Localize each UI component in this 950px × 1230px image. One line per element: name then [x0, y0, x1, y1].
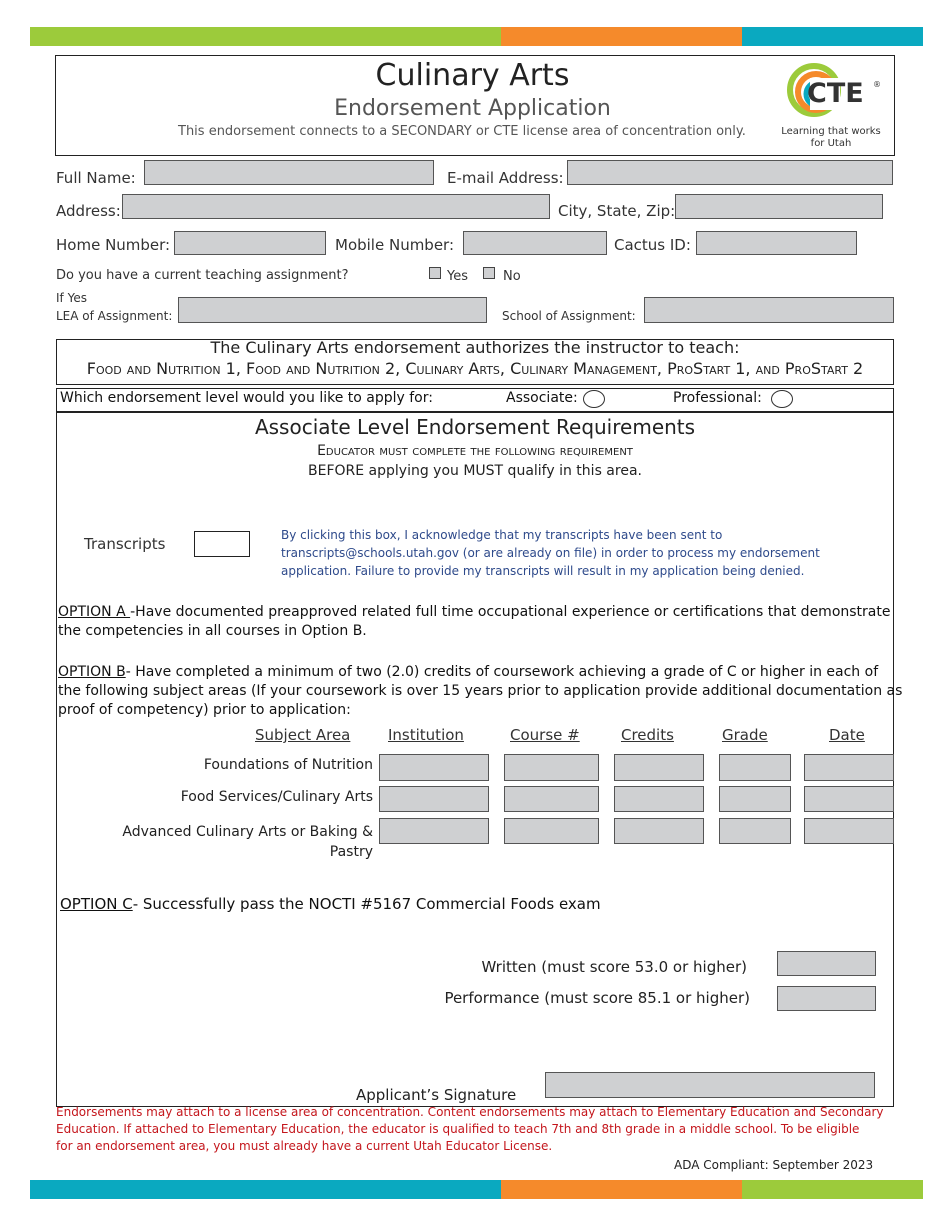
transcripts-note-1: By clicking this box, I acknowledge that my transcripts have been sent to	[281, 528, 723, 542]
option-c-label: OPTION C	[60, 895, 133, 913]
cte-logo-text: CTE	[807, 78, 864, 109]
foundations-credits-field[interactable]	[614, 754, 704, 781]
option-a-label: OPTION A	[58, 604, 131, 620]
subject-advanced-line2: Pastry	[329, 844, 373, 860]
foundations-course-field[interactable]	[504, 754, 599, 781]
foundations-institution-field[interactable]	[379, 754, 489, 781]
associate-label: Associate:	[506, 390, 578, 406]
transcripts-note	[281, 526, 820, 580]
food-services-course-field[interactable]	[504, 786, 599, 812]
col-course-number: Course #	[510, 726, 580, 744]
signature-label: Applicant’s Signature	[356, 1086, 517, 1104]
performance-score-field[interactable]	[777, 986, 876, 1011]
mobile-number-label: Mobile Number:	[335, 236, 455, 254]
transcripts-checkbox[interactable]	[194, 531, 250, 557]
requirements-sub1: Educator must complete the following requirement	[317, 443, 633, 459]
transcripts-label: Transcripts	[84, 535, 166, 553]
performance-label: Performance (must score 85.1 or higher)	[444, 989, 750, 1007]
form-title: Culinary Arts	[375, 58, 570, 93]
footer-note-1: Endorsements may attach to a license area of concentration. Content endorsements may attach to Elementary Education and Secondary	[56, 1105, 884, 1119]
foundations-grade-field[interactable]	[719, 754, 791, 781]
professional-radio[interactable]	[771, 390, 793, 408]
registered-mark: ®	[873, 80, 881, 89]
option-c	[60, 895, 601, 913]
subject-advanced-line1: Advanced Culinary Arts or Baking &	[122, 824, 373, 840]
requirements-sub2: BEFORE applying you MUST qualify in this area.	[308, 463, 642, 479]
ada-compliance: ADA Compliant: September 2023	[674, 1158, 874, 1172]
option-b-text-2: the following subject areas (If your coursework is over 15 years prior to application provide additional documentation as	[58, 683, 903, 699]
address-label: Address:	[56, 202, 121, 220]
option-a	[58, 603, 890, 641]
form-subtitle: Endorsement Application	[334, 96, 611, 121]
advanced-course-field[interactable]	[504, 818, 599, 844]
col-grade: Grade	[722, 726, 768, 744]
yes-label: Yes	[447, 269, 468, 284]
food-services-credits-field[interactable]	[614, 786, 704, 812]
advanced-grade-field[interactable]	[719, 818, 791, 844]
option-a-text-2: the competencies in all courses in Option B.	[58, 623, 367, 639]
bottom-color-bar	[30, 1180, 923, 1199]
col-date: Date	[829, 726, 865, 744]
teaching-question: Do you have a current teaching assignment?	[56, 268, 349, 283]
footer-note-3: for an endorsement area, you must already have a current Utah Educator License.	[56, 1139, 553, 1153]
lea-field[interactable]	[178, 297, 487, 323]
lea-label: LEA of Assignment:	[56, 309, 173, 323]
foundations-date-field[interactable]	[804, 754, 894, 781]
col-credits: Credits	[621, 726, 674, 744]
home-number-field[interactable]	[174, 231, 326, 255]
cactus-id-field[interactable]	[696, 231, 857, 255]
col-institution: Institution	[388, 726, 464, 744]
top-color-bar	[30, 27, 923, 46]
advanced-credits-field[interactable]	[614, 818, 704, 844]
written-score-field[interactable]	[777, 951, 876, 976]
option-b	[58, 663, 902, 720]
advanced-institution-field[interactable]	[379, 818, 489, 844]
cte-tagline-1: Learning that works	[781, 126, 881, 137]
home-number-label: Home Number:	[56, 236, 171, 254]
cte-tagline-2: for Utah	[810, 138, 852, 149]
email-label: E-mail Address:	[447, 169, 564, 187]
footer-note	[56, 1104, 884, 1155]
license-note: This endorsement connects to a SECONDARY or CTE license area of concentration only.	[178, 124, 746, 139]
subject-food-services: Food Services/Culinary Arts	[180, 789, 373, 805]
school-label: School of Assignment:	[502, 309, 636, 323]
footer-note-2: Education. If attached to Elementary Education, the educator is qualified to teach 7th and 8th grade in a middle school. To be eligible	[56, 1122, 860, 1136]
transcripts-note-3: application. Failure to provide my transcripts will result in my application being denied.	[281, 564, 805, 578]
city-state-zip-label: City, State, Zip:	[558, 202, 676, 220]
address-field[interactable]	[122, 194, 550, 219]
food-services-institution-field[interactable]	[379, 786, 489, 812]
food-services-date-field[interactable]	[804, 786, 894, 812]
city-state-zip-field[interactable]	[675, 194, 883, 219]
yes-checkbox[interactable]	[429, 267, 441, 279]
cte-logo	[780, 60, 890, 152]
if-yes-label: If Yes	[56, 291, 87, 305]
cte-tagline	[774, 126, 888, 150]
subject-foundations: Foundations of Nutrition	[203, 757, 373, 773]
signature-field[interactable]	[545, 1072, 875, 1098]
requirements-title: Associate Level Endorsement Requirements	[254, 415, 696, 439]
school-field[interactable]	[644, 297, 894, 323]
option-b-text-3: proof of competency) prior to application:	[58, 702, 351, 718]
email-field[interactable]	[567, 160, 893, 185]
authorization-line1: The Culinary Arts endorsement authorizes the instructor to teach:	[210, 338, 740, 357]
associate-radio[interactable]	[583, 390, 605, 408]
col-subject-area: Subject Area	[255, 726, 351, 744]
mobile-number-field[interactable]	[463, 231, 607, 255]
authorization-courses: Food and Nutrition 1, Food and Nutrition 2, Culinary Arts, Culinary Management, ProStart 1, and ProStart 2	[86, 359, 864, 378]
written-label: Written (must score 53.0 or higher)	[481, 958, 747, 976]
subject-advanced	[100, 822, 373, 862]
option-c-text: - Successfully pass the NOCTI #5167 Commercial Foods exam	[132, 895, 601, 913]
no-checkbox[interactable]	[483, 267, 495, 279]
option-b-text-1: - Have completed a minimum of two (2.0) credits of coursework achieving a grade of C or higher in each of	[125, 664, 879, 680]
level-question: Which endorsement level would you like to apply for:	[60, 390, 433, 406]
option-b-label: OPTION B	[58, 664, 126, 680]
professional-label: Professional:	[673, 390, 762, 406]
full-name-label: Full Name:	[56, 169, 136, 187]
food-services-grade-field[interactable]	[719, 786, 791, 812]
cactus-id-label: Cactus ID:	[614, 236, 691, 254]
advanced-date-field[interactable]	[804, 818, 894, 844]
no-label: No	[503, 269, 521, 284]
full-name-field[interactable]	[144, 160, 434, 185]
transcripts-note-2: transcripts@schools.utah.gov (or are already on file) in order to process my endorsement	[281, 546, 820, 560]
option-a-text-1: -Have documented preapproved related full time occupational experience or certifications that demonstrate	[130, 604, 891, 620]
